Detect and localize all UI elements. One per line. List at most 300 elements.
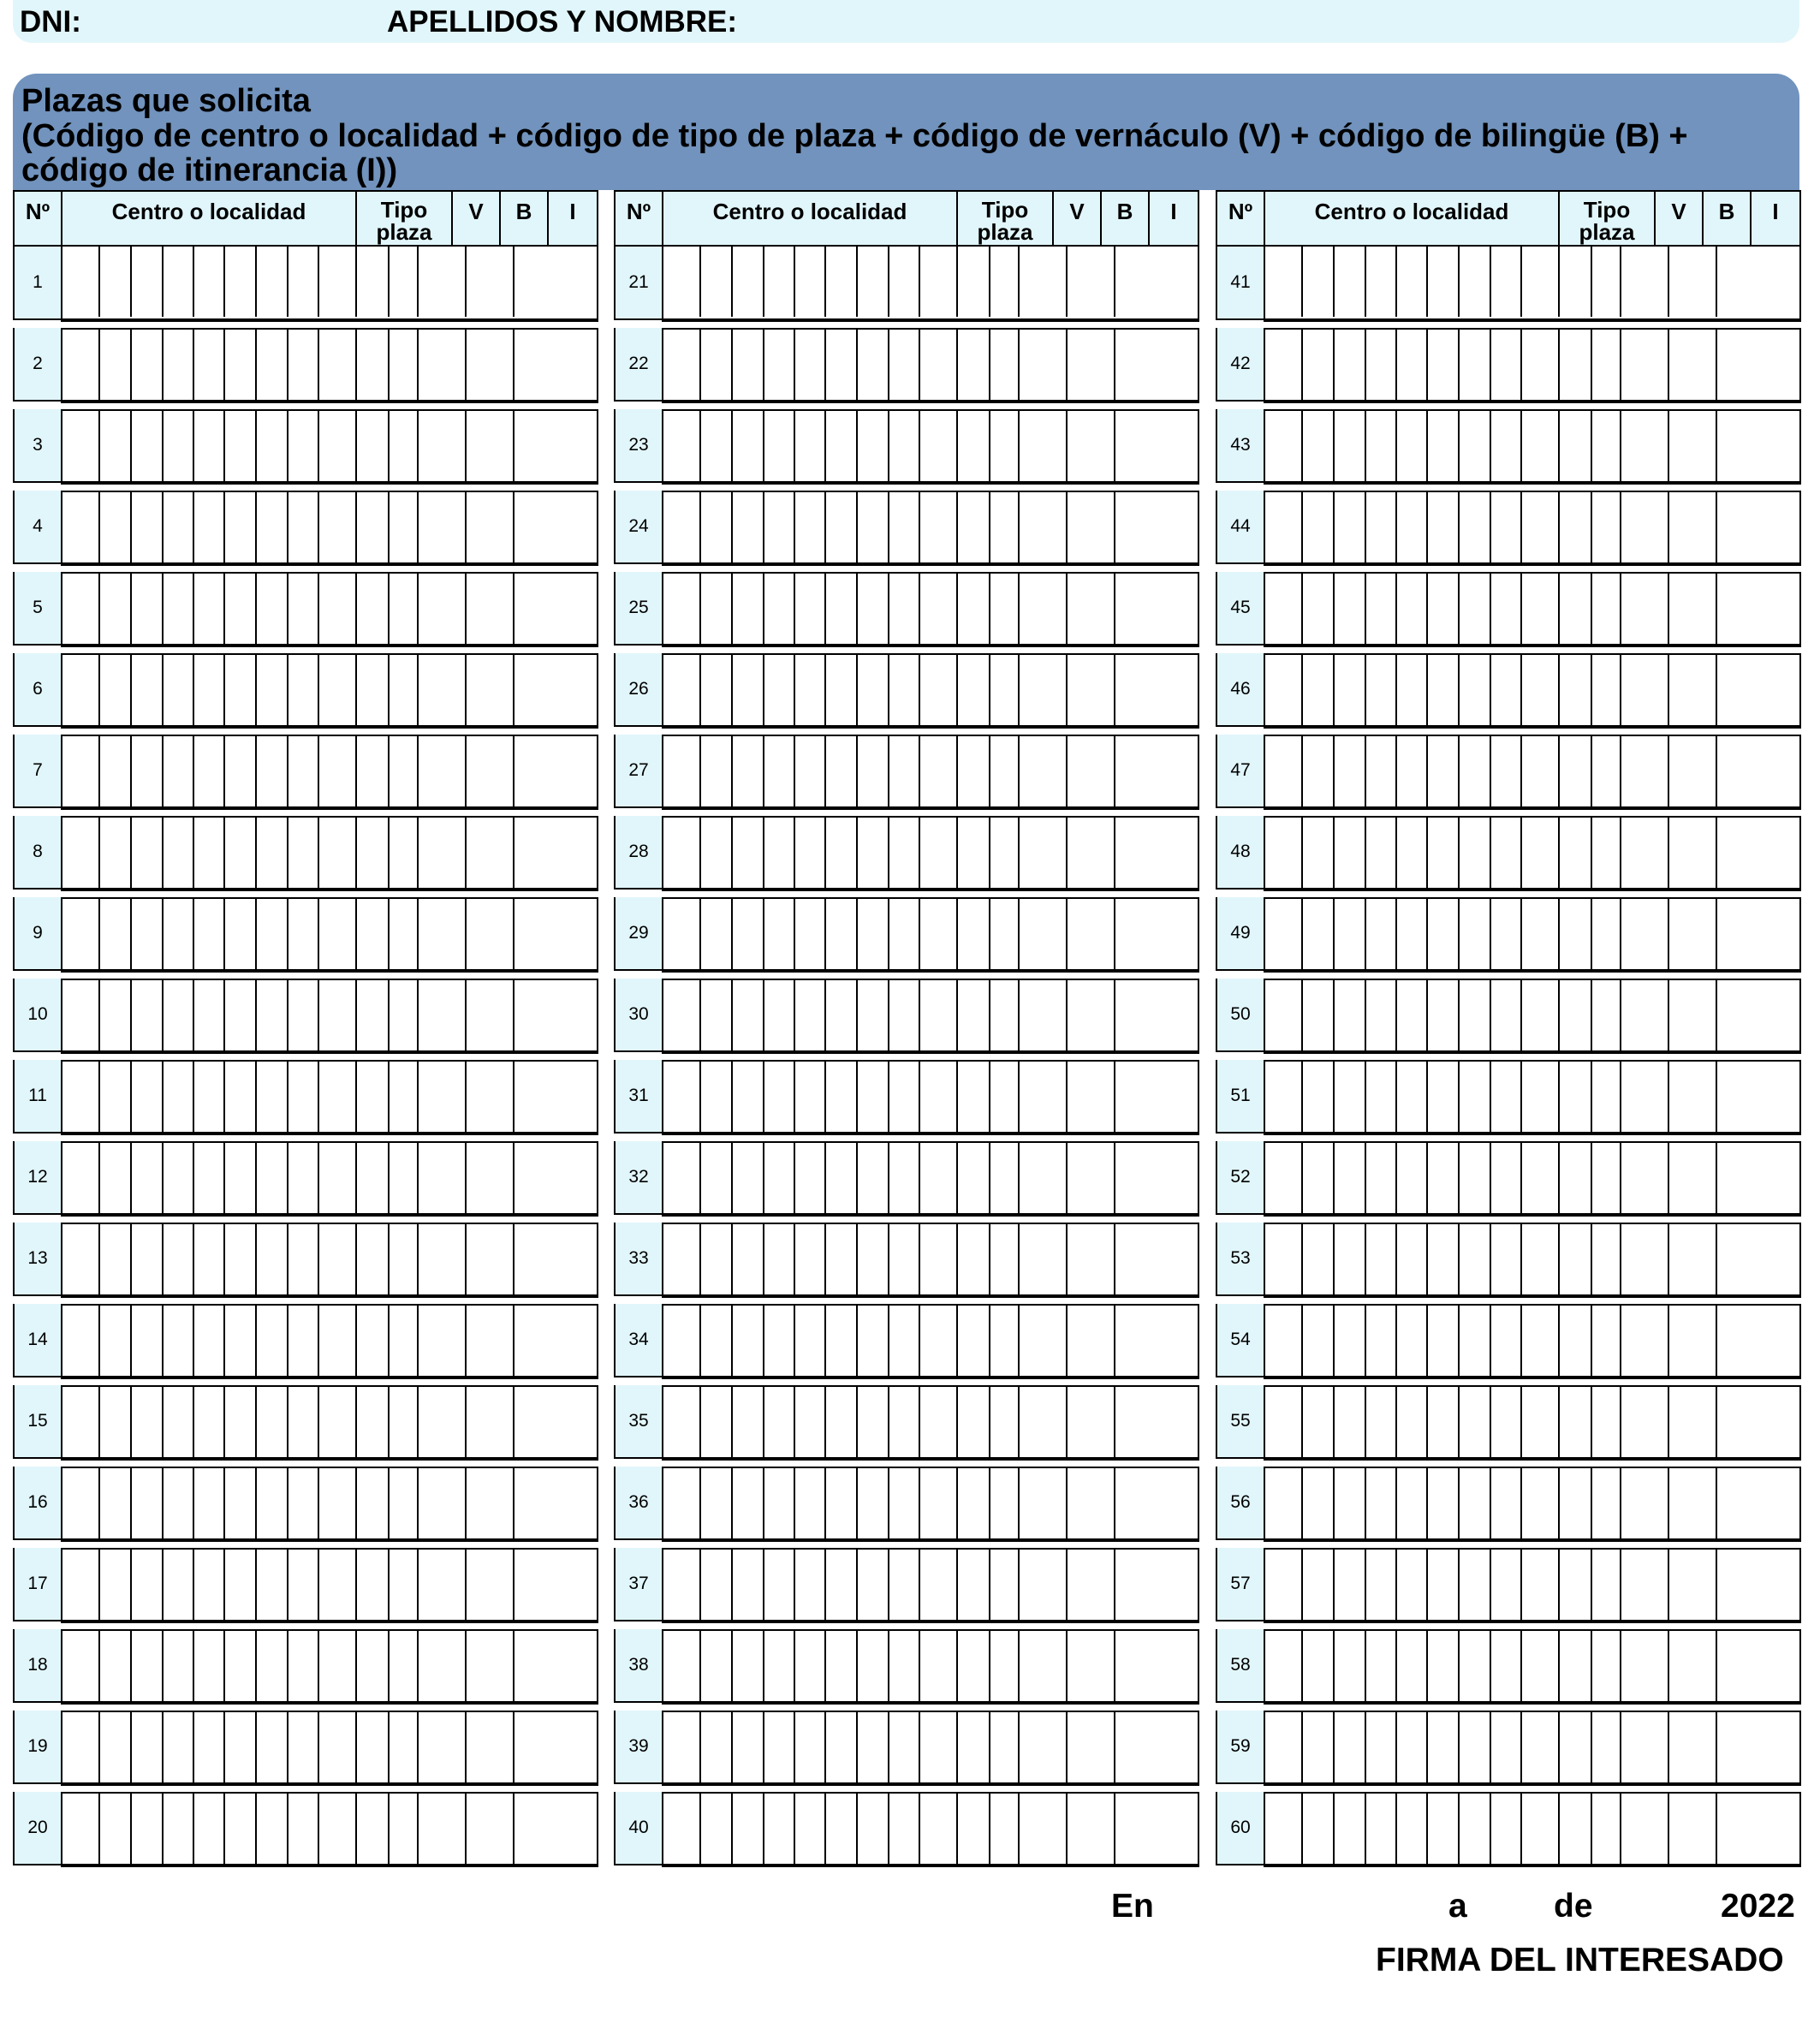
centro-digit-cell[interactable] (858, 574, 889, 644)
centro-digit-cell[interactable] (764, 1306, 795, 1376)
centro-digit-cell[interactable] (764, 1631, 795, 1701)
i-cell[interactable] (514, 1306, 600, 1376)
centro-digit-cell[interactable] (194, 1387, 225, 1457)
centro-digit-cell[interactable] (1428, 655, 1460, 725)
centro-digit-cell[interactable] (132, 411, 164, 481)
centro-digit-cell[interactable] (62, 1631, 100, 1701)
tipo-plaza-digit-cell[interactable] (990, 1794, 1020, 1864)
centro-digit-cell[interactable] (701, 1794, 733, 1864)
v-cell[interactable] (1621, 247, 1669, 317)
centro-digit-cell[interactable] (920, 980, 958, 1050)
centro-digit-cell[interactable] (194, 1224, 225, 1294)
centro-digit-cell[interactable] (826, 655, 858, 725)
v-cell[interactable] (419, 1794, 467, 1864)
centro-digit-cell[interactable] (795, 736, 826, 806)
centro-digit-cell[interactable] (1303, 1143, 1335, 1213)
centro-digit-cell[interactable] (100, 411, 132, 481)
centro-digit-cell[interactable] (795, 330, 826, 400)
centro-digit-cell[interactable] (1397, 330, 1428, 400)
centro-digit-cell[interactable] (1366, 330, 1397, 400)
tipo-plaza-digit-cell[interactable] (390, 899, 419, 969)
centro-digit-cell[interactable] (1335, 655, 1366, 725)
i-cell[interactable] (1717, 411, 1803, 481)
centro-digit-cell[interactable] (889, 1387, 920, 1457)
centro-digit-cell[interactable] (858, 411, 889, 481)
centro-digit-cell[interactable] (100, 330, 132, 400)
tipo-plaza-digit-cell[interactable] (1592, 1712, 1621, 1782)
i-cell[interactable] (1115, 899, 1201, 969)
tipo-plaza-digit-cell[interactable] (958, 1550, 990, 1620)
centro-digit-cell[interactable] (826, 1712, 858, 1782)
v-cell[interactable] (419, 736, 467, 806)
centro-digit-cell[interactable] (1366, 247, 1397, 317)
tipo-plaza-digit-cell[interactable] (1560, 492, 1592, 562)
centro-digit-cell[interactable] (733, 1143, 764, 1213)
centro-digit-cell[interactable] (1460, 411, 1491, 481)
centro-digit-cell[interactable] (1428, 818, 1460, 888)
b-cell[interactable] (467, 411, 514, 481)
centro-digit-cell[interactable] (194, 818, 225, 888)
centro-digit-cell[interactable] (62, 1143, 100, 1213)
i-cell[interactable] (1717, 1712, 1803, 1782)
i-cell[interactable] (1115, 1550, 1201, 1620)
centro-digit-cell[interactable] (1428, 492, 1460, 562)
centro-digit-cell[interactable] (858, 1306, 889, 1376)
centro-digit-cell[interactable] (920, 736, 958, 806)
centro-digit-cell[interactable] (319, 1062, 357, 1132)
tipo-plaza-digit-cell[interactable] (390, 1550, 419, 1620)
centro-digit-cell[interactable] (1428, 411, 1460, 481)
centro-digit-cell[interactable] (1491, 1468, 1522, 1538)
centro-digit-cell[interactable] (1366, 1794, 1397, 1864)
centro-digit-cell[interactable] (1491, 411, 1522, 481)
centro-digit-cell[interactable] (826, 1631, 858, 1701)
centro-digit-cell[interactable] (62, 492, 100, 562)
v-cell[interactable] (1020, 1631, 1068, 1701)
tipo-plaza-digit-cell[interactable] (1560, 736, 1592, 806)
centro-digit-cell[interactable] (826, 247, 858, 317)
centro-digit-cell[interactable] (1491, 818, 1522, 888)
centro-digit-cell[interactable] (663, 736, 701, 806)
tipo-plaza-digit-cell[interactable] (1560, 1143, 1592, 1213)
b-cell[interactable] (467, 330, 514, 400)
i-cell[interactable] (1115, 655, 1201, 725)
centro-digit-cell[interactable] (1460, 574, 1491, 644)
centro-digit-cell[interactable] (100, 980, 132, 1050)
v-cell[interactable] (1621, 1550, 1669, 1620)
i-cell[interactable] (514, 1712, 600, 1782)
centro-digit-cell[interactable] (288, 247, 319, 317)
tipo-plaza-digit-cell[interactable] (958, 1631, 990, 1701)
centro-digit-cell[interactable] (62, 411, 100, 481)
centro-digit-cell[interactable] (194, 492, 225, 562)
centro-digit-cell[interactable] (858, 1224, 889, 1294)
centro-digit-cell[interactable] (795, 899, 826, 969)
centro-digit-cell[interactable] (1460, 736, 1491, 806)
centro-digit-cell[interactable] (795, 1794, 826, 1864)
centro-digit-cell[interactable] (701, 1468, 733, 1538)
centro-digit-cell[interactable] (132, 247, 164, 317)
b-cell[interactable] (1669, 1631, 1717, 1701)
v-cell[interactable] (1020, 1306, 1068, 1376)
centro-digit-cell[interactable] (1491, 736, 1522, 806)
tipo-plaza-digit-cell[interactable] (357, 655, 390, 725)
centro-digit-cell[interactable] (1491, 492, 1522, 562)
centro-digit-cell[interactable] (132, 1794, 164, 1864)
centro-digit-cell[interactable] (1428, 1794, 1460, 1864)
centro-digit-cell[interactable] (1303, 574, 1335, 644)
b-cell[interactable] (1669, 330, 1717, 400)
centro-digit-cell[interactable] (889, 1143, 920, 1213)
centro-digit-cell[interactable] (858, 818, 889, 888)
centro-digit-cell[interactable] (889, 899, 920, 969)
centro-digit-cell[interactable] (764, 1224, 795, 1294)
b-cell[interactable] (467, 1306, 514, 1376)
b-cell[interactable] (467, 1550, 514, 1620)
tipo-plaza-digit-cell[interactable] (1560, 247, 1592, 317)
centro-digit-cell[interactable] (1522, 1794, 1560, 1864)
centro-digit-cell[interactable] (1491, 1062, 1522, 1132)
centro-digit-cell[interactable] (764, 899, 795, 969)
centro-digit-cell[interactable] (257, 1631, 288, 1701)
centro-digit-cell[interactable] (795, 980, 826, 1050)
tipo-plaza-digit-cell[interactable] (1592, 574, 1621, 644)
centro-digit-cell[interactable] (1265, 736, 1303, 806)
tipo-plaza-digit-cell[interactable] (1592, 411, 1621, 481)
v-cell[interactable] (1621, 492, 1669, 562)
v-cell[interactable] (1020, 1143, 1068, 1213)
centro-digit-cell[interactable] (319, 411, 357, 481)
i-cell[interactable] (514, 899, 600, 969)
b-cell[interactable] (1669, 1794, 1717, 1864)
centro-digit-cell[interactable] (826, 1224, 858, 1294)
centro-digit-cell[interactable] (164, 818, 194, 888)
centro-digit-cell[interactable] (62, 1712, 100, 1782)
centro-digit-cell[interactable] (1460, 980, 1491, 1050)
i-cell[interactable] (1115, 247, 1201, 317)
centro-digit-cell[interactable] (100, 736, 132, 806)
centro-digit-cell[interactable] (225, 1468, 257, 1538)
centro-digit-cell[interactable] (257, 330, 288, 400)
centro-digit-cell[interactable] (1522, 330, 1560, 400)
centro-digit-cell[interactable] (62, 736, 100, 806)
b-cell[interactable] (467, 247, 514, 317)
centro-digit-cell[interactable] (225, 247, 257, 317)
v-cell[interactable] (1020, 899, 1068, 969)
centro-digit-cell[interactable] (826, 1387, 858, 1457)
tipo-plaza-digit-cell[interactable] (390, 1224, 419, 1294)
centro-digit-cell[interactable] (701, 1062, 733, 1132)
centro-digit-cell[interactable] (764, 247, 795, 317)
centro-digit-cell[interactable] (132, 1143, 164, 1213)
tipo-plaza-digit-cell[interactable] (958, 655, 990, 725)
centro-digit-cell[interactable] (1303, 736, 1335, 806)
centro-digit-cell[interactable] (257, 980, 288, 1050)
centro-digit-cell[interactable] (1265, 247, 1303, 317)
centro-digit-cell[interactable] (225, 1387, 257, 1457)
centro-digit-cell[interactable] (1397, 1550, 1428, 1620)
b-cell[interactable] (1669, 655, 1717, 725)
centro-digit-cell[interactable] (663, 1387, 701, 1457)
b-cell[interactable] (1068, 1062, 1115, 1132)
tipo-plaza-digit-cell[interactable] (1592, 899, 1621, 969)
centro-digit-cell[interactable] (1303, 899, 1335, 969)
v-cell[interactable] (1621, 980, 1669, 1050)
v-cell[interactable] (419, 247, 467, 317)
centro-digit-cell[interactable] (1460, 818, 1491, 888)
centro-digit-cell[interactable] (1366, 1062, 1397, 1132)
centro-digit-cell[interactable] (733, 330, 764, 400)
centro-digit-cell[interactable] (1366, 1387, 1397, 1457)
centro-digit-cell[interactable] (1303, 492, 1335, 562)
i-cell[interactable] (1717, 899, 1803, 969)
centro-digit-cell[interactable] (319, 247, 357, 317)
centro-digit-cell[interactable] (132, 1631, 164, 1701)
centro-digit-cell[interactable] (164, 1550, 194, 1620)
centro-digit-cell[interactable] (194, 1062, 225, 1132)
centro-digit-cell[interactable] (1335, 1631, 1366, 1701)
centro-digit-cell[interactable] (132, 899, 164, 969)
i-cell[interactable] (1717, 1143, 1803, 1213)
centro-digit-cell[interactable] (1522, 1306, 1560, 1376)
i-cell[interactable] (514, 330, 600, 400)
centro-digit-cell[interactable] (1522, 1387, 1560, 1457)
centro-digit-cell[interactable] (1335, 1468, 1366, 1538)
centro-digit-cell[interactable] (225, 330, 257, 400)
i-cell[interactable] (1717, 1306, 1803, 1376)
centro-digit-cell[interactable] (100, 492, 132, 562)
centro-digit-cell[interactable] (826, 818, 858, 888)
centro-digit-cell[interactable] (194, 1794, 225, 1864)
tipo-plaza-digit-cell[interactable] (357, 1062, 390, 1132)
tipo-plaza-digit-cell[interactable] (990, 1550, 1020, 1620)
centro-digit-cell[interactable] (257, 1712, 288, 1782)
tipo-plaza-digit-cell[interactable] (357, 1550, 390, 1620)
tipo-plaza-digit-cell[interactable] (1560, 655, 1592, 725)
b-cell[interactable] (467, 1062, 514, 1132)
centro-digit-cell[interactable] (132, 330, 164, 400)
centro-digit-cell[interactable] (889, 1468, 920, 1538)
centro-digit-cell[interactable] (920, 1143, 958, 1213)
tipo-plaza-digit-cell[interactable] (390, 980, 419, 1050)
centro-digit-cell[interactable] (62, 655, 100, 725)
centro-digit-cell[interactable] (795, 1306, 826, 1376)
centro-digit-cell[interactable] (826, 736, 858, 806)
i-cell[interactable] (1115, 1631, 1201, 1701)
centro-digit-cell[interactable] (319, 980, 357, 1050)
i-cell[interactable] (1717, 1631, 1803, 1701)
i-cell[interactable] (1717, 1468, 1803, 1538)
centro-digit-cell[interactable] (858, 1062, 889, 1132)
b-cell[interactable] (1068, 330, 1115, 400)
centro-digit-cell[interactable] (225, 818, 257, 888)
b-cell[interactable] (1669, 1143, 1717, 1213)
centro-digit-cell[interactable] (889, 1712, 920, 1782)
b-cell[interactable] (1068, 492, 1115, 562)
centro-digit-cell[interactable] (1491, 330, 1522, 400)
centro-digit-cell[interactable] (257, 736, 288, 806)
centro-digit-cell[interactable] (319, 1468, 357, 1538)
centro-digit-cell[interactable] (1397, 1062, 1428, 1132)
tipo-plaza-digit-cell[interactable] (390, 1062, 419, 1132)
centro-digit-cell[interactable] (1265, 330, 1303, 400)
i-cell[interactable] (1717, 1387, 1803, 1457)
centro-digit-cell[interactable] (701, 492, 733, 562)
centro-digit-cell[interactable] (1491, 655, 1522, 725)
centro-digit-cell[interactable] (1265, 1712, 1303, 1782)
centro-digit-cell[interactable] (858, 247, 889, 317)
centro-digit-cell[interactable] (701, 818, 733, 888)
centro-digit-cell[interactable] (889, 492, 920, 562)
i-cell[interactable] (514, 1794, 600, 1864)
centro-digit-cell[interactable] (1303, 980, 1335, 1050)
centro-digit-cell[interactable] (164, 1468, 194, 1538)
centro-digit-cell[interactable] (1397, 818, 1428, 888)
centro-digit-cell[interactable] (194, 1306, 225, 1376)
centro-digit-cell[interactable] (1397, 574, 1428, 644)
b-cell[interactable] (467, 899, 514, 969)
centro-digit-cell[interactable] (1491, 899, 1522, 969)
centro-digit-cell[interactable] (1303, 330, 1335, 400)
centro-digit-cell[interactable] (733, 574, 764, 644)
tipo-plaza-digit-cell[interactable] (1560, 574, 1592, 644)
centro-digit-cell[interactable] (1303, 1794, 1335, 1864)
centro-digit-cell[interactable] (920, 1794, 958, 1864)
centro-digit-cell[interactable] (1366, 1550, 1397, 1620)
centro-digit-cell[interactable] (164, 899, 194, 969)
centro-digit-cell[interactable] (100, 1062, 132, 1132)
centro-digit-cell[interactable] (62, 574, 100, 644)
centro-digit-cell[interactable] (319, 899, 357, 969)
tipo-plaza-digit-cell[interactable] (1592, 655, 1621, 725)
i-cell[interactable] (1115, 980, 1201, 1050)
centro-digit-cell[interactable] (1428, 1306, 1460, 1376)
v-cell[interactable] (1020, 1387, 1068, 1457)
v-cell[interactable] (419, 1468, 467, 1538)
centro-digit-cell[interactable] (62, 1387, 100, 1457)
i-cell[interactable] (514, 1143, 600, 1213)
centro-digit-cell[interactable] (764, 1143, 795, 1213)
centro-digit-cell[interactable] (1303, 1224, 1335, 1294)
centro-digit-cell[interactable] (764, 1712, 795, 1782)
centro-digit-cell[interactable] (1428, 1631, 1460, 1701)
centro-digit-cell[interactable] (288, 1143, 319, 1213)
centro-digit-cell[interactable] (920, 330, 958, 400)
centro-digit-cell[interactable] (1335, 574, 1366, 644)
v-cell[interactable] (1621, 1387, 1669, 1457)
centro-digit-cell[interactable] (701, 1712, 733, 1782)
centro-digit-cell[interactable] (1428, 1387, 1460, 1457)
centro-digit-cell[interactable] (795, 1143, 826, 1213)
centro-digit-cell[interactable] (764, 1468, 795, 1538)
b-cell[interactable] (1669, 1387, 1717, 1457)
centro-digit-cell[interactable] (257, 818, 288, 888)
centro-digit-cell[interactable] (1265, 1224, 1303, 1294)
centro-digit-cell[interactable] (164, 574, 194, 644)
centro-digit-cell[interactable] (1460, 1631, 1491, 1701)
tipo-plaza-digit-cell[interactable] (990, 1387, 1020, 1457)
centro-digit-cell[interactable] (795, 1062, 826, 1132)
centro-digit-cell[interactable] (1491, 574, 1522, 644)
tipo-plaza-digit-cell[interactable] (357, 574, 390, 644)
centro-digit-cell[interactable] (257, 1062, 288, 1132)
tipo-plaza-digit-cell[interactable] (390, 574, 419, 644)
centro-digit-cell[interactable] (164, 1062, 194, 1132)
v-cell[interactable] (1020, 574, 1068, 644)
tipo-plaza-digit-cell[interactable] (1592, 1387, 1621, 1457)
i-cell[interactable] (1717, 574, 1803, 644)
centro-digit-cell[interactable] (701, 330, 733, 400)
centro-digit-cell[interactable] (1265, 1306, 1303, 1376)
centro-digit-cell[interactable] (1303, 818, 1335, 888)
centro-digit-cell[interactable] (1265, 1468, 1303, 1538)
tipo-plaza-digit-cell[interactable] (390, 1143, 419, 1213)
i-cell[interactable] (1115, 1712, 1201, 1782)
centro-digit-cell[interactable] (889, 736, 920, 806)
centro-digit-cell[interactable] (764, 411, 795, 481)
centro-digit-cell[interactable] (164, 736, 194, 806)
tipo-plaza-digit-cell[interactable] (1592, 492, 1621, 562)
b-cell[interactable] (1669, 1468, 1717, 1538)
centro-digit-cell[interactable] (225, 411, 257, 481)
centro-digit-cell[interactable] (826, 330, 858, 400)
b-cell[interactable] (1669, 1062, 1717, 1132)
tipo-plaza-digit-cell[interactable] (1560, 1306, 1592, 1376)
v-cell[interactable] (1621, 574, 1669, 644)
centro-digit-cell[interactable] (1303, 655, 1335, 725)
centro-digit-cell[interactable] (1335, 492, 1366, 562)
v-cell[interactable] (1621, 655, 1669, 725)
centro-digit-cell[interactable] (1335, 1712, 1366, 1782)
centro-digit-cell[interactable] (164, 1224, 194, 1294)
tipo-plaza-digit-cell[interactable] (990, 1143, 1020, 1213)
tipo-plaza-digit-cell[interactable] (958, 1387, 990, 1457)
centro-digit-cell[interactable] (795, 411, 826, 481)
tipo-plaza-digit-cell[interactable] (958, 1306, 990, 1376)
centro-digit-cell[interactable] (858, 330, 889, 400)
centro-digit-cell[interactable] (100, 818, 132, 888)
centro-digit-cell[interactable] (1335, 411, 1366, 481)
tipo-plaza-digit-cell[interactable] (958, 1712, 990, 1782)
centro-digit-cell[interactable] (826, 1794, 858, 1864)
centro-digit-cell[interactable] (663, 1468, 701, 1538)
centro-digit-cell[interactable] (1335, 1550, 1366, 1620)
tipo-plaza-digit-cell[interactable] (357, 1468, 390, 1538)
v-cell[interactable] (1621, 1143, 1669, 1213)
b-cell[interactable] (1669, 1712, 1717, 1782)
centro-digit-cell[interactable] (1460, 1468, 1491, 1538)
centro-digit-cell[interactable] (701, 899, 733, 969)
centro-digit-cell[interactable] (920, 1712, 958, 1782)
centro-digit-cell[interactable] (1265, 1631, 1303, 1701)
centro-digit-cell[interactable] (100, 1224, 132, 1294)
centro-digit-cell[interactable] (1366, 1143, 1397, 1213)
centro-digit-cell[interactable] (1460, 492, 1491, 562)
v-cell[interactable] (419, 1306, 467, 1376)
centro-digit-cell[interactable] (795, 655, 826, 725)
centro-digit-cell[interactable] (1397, 1224, 1428, 1294)
centro-digit-cell[interactable] (1265, 655, 1303, 725)
v-cell[interactable] (1020, 411, 1068, 481)
centro-digit-cell[interactable] (194, 899, 225, 969)
tipo-plaza-digit-cell[interactable] (1592, 330, 1621, 400)
centro-digit-cell[interactable] (132, 655, 164, 725)
centro-digit-cell[interactable] (858, 1631, 889, 1701)
centro-digit-cell[interactable] (1428, 1224, 1460, 1294)
centro-digit-cell[interactable] (733, 1062, 764, 1132)
centro-digit-cell[interactable] (920, 655, 958, 725)
tipo-plaza-digit-cell[interactable] (990, 736, 1020, 806)
